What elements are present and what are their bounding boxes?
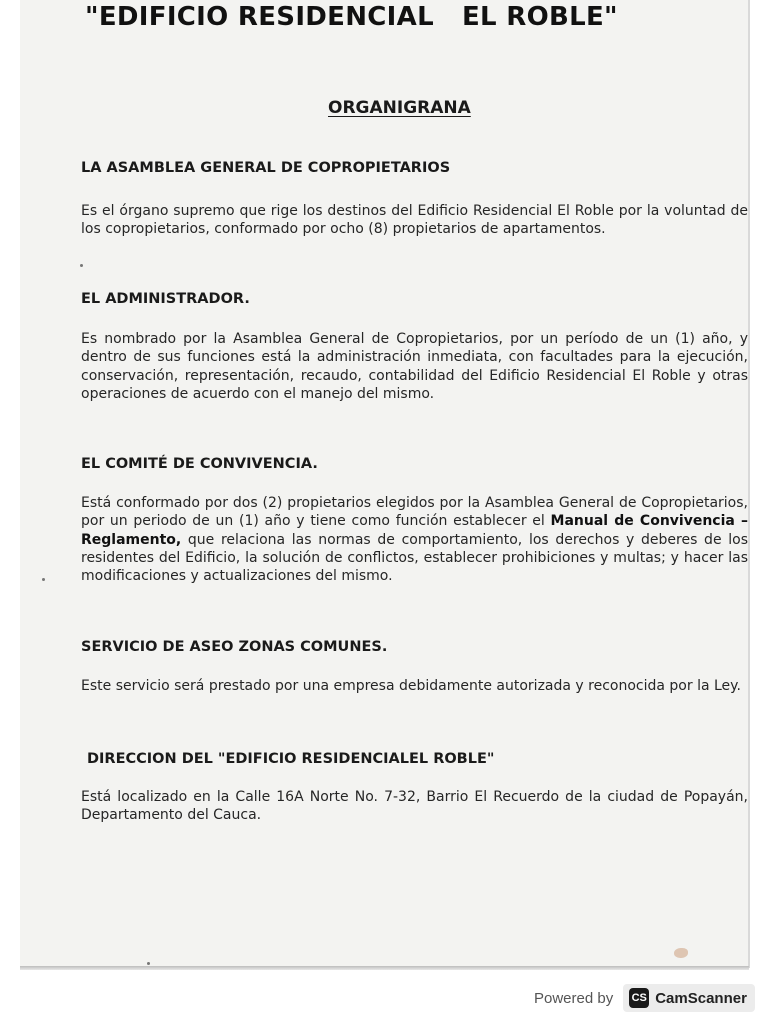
paragraph-aseo: Este servicio será prestado por una empresa debidamente autorizada y reconocida por la Ley. <box>81 678 741 694</box>
scan-speck <box>147 962 150 965</box>
paragraph-administrador: Es nombrado por la Asamblea General de Copropietarios, por un período de un (1) año, y dentro de sus funciones está la administración inmediata, con facultades para la ejecución, conservación, representación, recaudo, contabilidad del Edificio Residencial El Roble y otras operaciones de acuerdo con el manejo del mismo. <box>81 331 748 402</box>
document-title: "EDIFICIO RESIDENCIAL EL ROBLE" <box>85 2 618 32</box>
scan-speck <box>42 578 45 581</box>
manual-convivencia-bold: Manual de Convivencia – Reglamento, <box>81 513 748 548</box>
paragraph-asamblea: Es el órgano supremo que rige los destinos del Edificio Residencial El Roble por la voluntad de los copropietarios, conformado por ocho (8) propietarios de apartamentos. <box>81 203 748 238</box>
heading-asamblea: LA ASAMBLEA GENERAL DE COPROPIETARIOS <box>81 160 451 176</box>
camscanner-footer <box>534 982 755 1014</box>
scan-speck <box>80 264 83 267</box>
camscanner-brand-label: CamScanner <box>655 989 747 1007</box>
page-edge-bottom <box>20 966 749 970</box>
camscanner-logo-icon: CS <box>629 988 649 1008</box>
paragraph-comite <box>81 494 748 585</box>
page-edge-right <box>748 0 750 968</box>
camscanner-badge[interactable] <box>623 984 755 1012</box>
scan-stain <box>674 948 688 958</box>
heading-direccion: DIRECCION DEL "EDIFICIO RESIDENCIALEL ROBLE" <box>87 751 495 767</box>
paragraph-comite-part1: Está conformado por dos (2) propietarios elegidos por la Asamblea General de Copropietarios, por un periodo de un (1) año y tiene como función establecer el <box>81 495 748 530</box>
heading-administrador: EL ADMINISTRADOR. <box>81 291 250 307</box>
heading-aseo: SERVICIO DE ASEO ZONAS COMUNES. <box>81 639 388 655</box>
heading-comite: EL COMITÉ DE CONVIVENCIA. <box>81 456 318 472</box>
paragraph-direccion: Está localizado en la Calle 16A Norte No. 7-32, Barrio El Recuerdo de la ciudad de Popayán, Departamento del Cauca. <box>81 789 748 824</box>
document-subtitle: ORGANIGRANA <box>328 98 471 118</box>
powered-by-label: Powered by <box>534 989 614 1007</box>
paragraph-comite-part2: que relaciona las normas de comportamiento, los derechos y deberes de los residentes del Edificio, la solución de conflictos, establecer prohibiciones y multas; y hacer las modificaciones y actualizaciones del mismo. <box>81 531 748 585</box>
